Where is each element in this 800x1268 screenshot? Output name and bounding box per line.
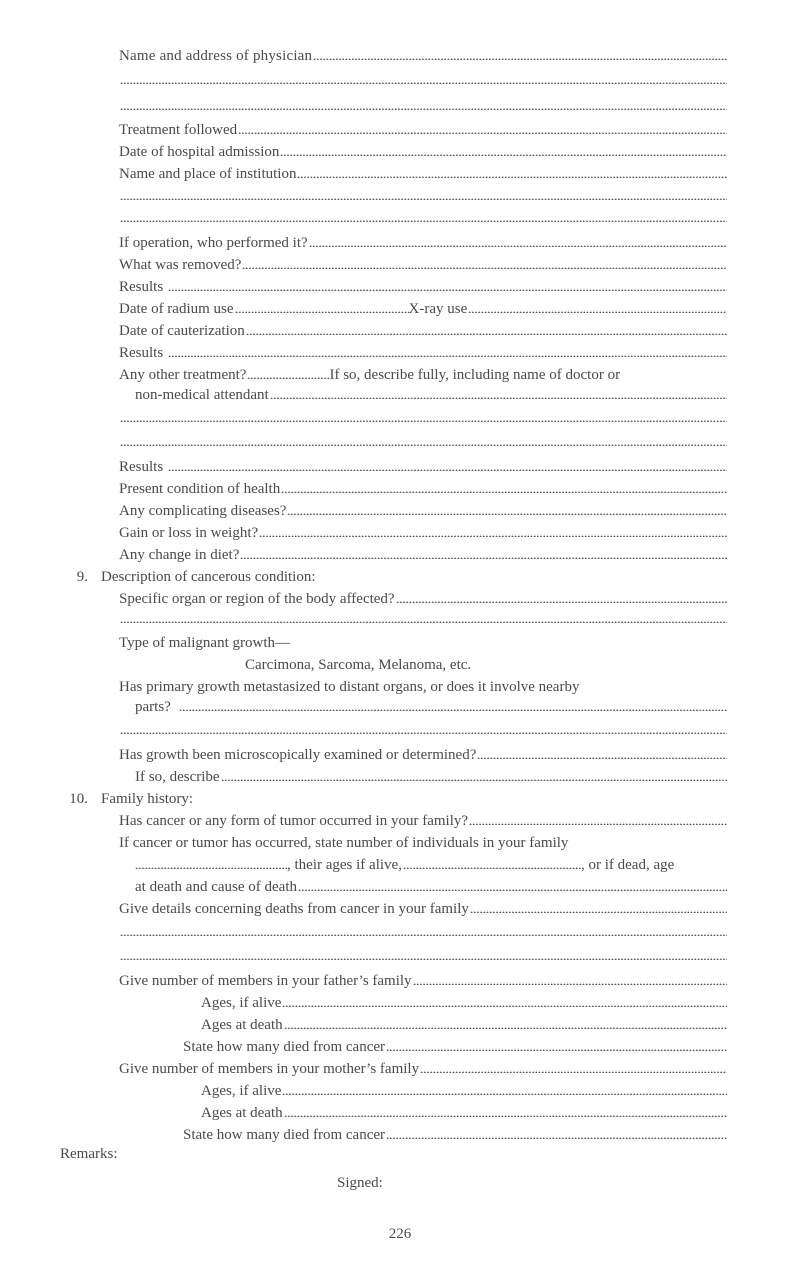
father-members-field[interactable] bbox=[119, 971, 727, 991]
cauterization-blank[interactable] bbox=[246, 323, 727, 335]
father-ages-death-label: Ages at death bbox=[201, 1017, 283, 1033]
present-condition-field[interactable] bbox=[119, 479, 727, 499]
cauterization-field[interactable] bbox=[119, 321, 727, 341]
treatment-field[interactable] bbox=[119, 120, 727, 140]
blank-line[interactable] bbox=[119, 210, 727, 230]
father-ages-death-field[interactable] bbox=[201, 1015, 727, 1035]
mother-cancer-blank[interactable] bbox=[386, 1127, 727, 1139]
results-field[interactable] bbox=[119, 457, 727, 477]
results-field[interactable] bbox=[119, 277, 727, 297]
diet-blank[interactable] bbox=[240, 547, 727, 559]
radium-field[interactable] bbox=[119, 299, 727, 319]
present-condition-blank[interactable] bbox=[281, 481, 727, 493]
blank-dots[interactable] bbox=[120, 410, 727, 422]
blank-line[interactable] bbox=[119, 722, 727, 742]
father-cancer-blank[interactable] bbox=[386, 1039, 727, 1051]
occurred-question bbox=[119, 833, 731, 853]
institution-field[interactable] bbox=[119, 164, 727, 184]
radium-blank[interactable] bbox=[235, 301, 409, 313]
weight-field[interactable] bbox=[119, 523, 727, 543]
results-label: Results bbox=[119, 345, 164, 361]
blank-line[interactable] bbox=[119, 924, 727, 944]
microscopic-blank[interactable] bbox=[477, 747, 727, 759]
treatment-label: Treatment followed bbox=[119, 122, 238, 138]
describe-label: If so, describe bbox=[135, 769, 220, 785]
father-cancer-field[interactable] bbox=[183, 1037, 727, 1057]
physician-blank[interactable] bbox=[313, 48, 727, 60]
treatment-blank[interactable] bbox=[238, 122, 727, 134]
results-field[interactable] bbox=[119, 343, 727, 363]
organ-blank[interactable] bbox=[396, 591, 727, 603]
results-label: Results bbox=[119, 459, 164, 475]
metastasized-question bbox=[119, 677, 731, 697]
blank-dots[interactable] bbox=[120, 98, 727, 110]
growth-examples-text: Carcimona, Sarcoma, Melanoma, etc. bbox=[245, 657, 472, 673]
individuals-field[interactable] bbox=[135, 855, 727, 875]
physician-label: Name and address of physician bbox=[119, 48, 313, 64]
parts-blank[interactable] bbox=[179, 699, 727, 711]
details-blank[interactable] bbox=[470, 901, 727, 913]
father-ages-death-blank[interactable] bbox=[284, 1017, 727, 1029]
death-cause-field[interactable] bbox=[135, 877, 727, 897]
tumor-label: Has cancer or any form of tumor occurred in your family? bbox=[119, 813, 469, 829]
section-10-number: 10. bbox=[69, 791, 88, 807]
diet-field[interactable] bbox=[119, 545, 727, 565]
section-9-number: 9. bbox=[76, 569, 88, 585]
blank-line[interactable] bbox=[119, 188, 727, 208]
mother-cancer-label: State how many died from cancer bbox=[183, 1127, 386, 1143]
growth-type-heading bbox=[119, 633, 727, 653]
parts-field[interactable] bbox=[135, 697, 727, 717]
tumor-field[interactable] bbox=[119, 811, 727, 831]
blank-line[interactable] bbox=[119, 410, 727, 430]
operation-blank[interactable] bbox=[309, 235, 727, 247]
mother-ages-alive-field[interactable] bbox=[201, 1081, 727, 1101]
xray-blank[interactable] bbox=[468, 301, 727, 313]
section-10-title bbox=[101, 789, 727, 809]
ages-alive-blank[interactable] bbox=[403, 857, 581, 869]
complicating-field[interactable] bbox=[119, 501, 727, 521]
father-cancer-label: State how many died from cancer bbox=[183, 1039, 386, 1055]
attendant-blank[interactable] bbox=[270, 387, 727, 399]
blank-line[interactable] bbox=[119, 72, 727, 92]
microscopic-field[interactable] bbox=[119, 745, 727, 765]
page-number: 226 bbox=[388, 1226, 412, 1242]
remarks-label bbox=[60, 1144, 260, 1164]
blank-dots[interactable] bbox=[120, 948, 727, 960]
father-ages-alive-blank[interactable] bbox=[282, 995, 727, 1007]
blank-dots[interactable] bbox=[120, 722, 727, 734]
section-10-title-text: Family history: bbox=[101, 791, 194, 807]
growth-examples bbox=[245, 655, 725, 675]
removed-label: What was removed? bbox=[119, 257, 242, 273]
present-condition-label: Present condition of health bbox=[119, 481, 281, 497]
microscopic-label: Has growth been microscopically examined or determined? bbox=[119, 747, 477, 763]
parts-label: parts? bbox=[135, 699, 171, 715]
section-9-title-text: Description of cancerous condition: bbox=[101, 569, 316, 585]
father-members-label: Give number of members in your father’s family bbox=[119, 973, 412, 989]
details-field[interactable] bbox=[119, 899, 727, 919]
blank-line[interactable] bbox=[119, 611, 727, 631]
cauterization-label: Date of cauterization bbox=[119, 323, 245, 339]
blank-line[interactable] bbox=[119, 948, 727, 968]
removed-blank[interactable] bbox=[242, 257, 727, 269]
mother-ages-death-label: Ages at death bbox=[201, 1105, 283, 1121]
complicating-blank[interactable] bbox=[287, 503, 727, 515]
mother-members-blank[interactable] bbox=[420, 1061, 727, 1073]
signed-label bbox=[337, 1173, 537, 1193]
ages-alive-label: , their ages if alive, bbox=[287, 857, 402, 873]
blank-dots[interactable] bbox=[120, 434, 727, 446]
metastasized-label: Has primary growth metastasized to distant organs, or does it involve nearby bbox=[119, 679, 580, 695]
death-cause-blank[interactable] bbox=[298, 879, 727, 891]
results-blank[interactable] bbox=[168, 279, 727, 291]
mother-members-label: Give number of members in your mother’s family bbox=[119, 1061, 420, 1077]
other-treatment-blank[interactable] bbox=[247, 367, 329, 379]
blank-dots[interactable] bbox=[120, 72, 727, 84]
blank-dots[interactable] bbox=[120, 188, 727, 200]
removed-field[interactable] bbox=[119, 255, 727, 275]
diet-label: Any change in diet? bbox=[119, 547, 240, 563]
institution-blank[interactable] bbox=[297, 166, 727, 178]
blank-dots[interactable] bbox=[120, 210, 727, 222]
or-dead-label: , or if dead, age bbox=[580, 857, 675, 873]
mother-cancer-field[interactable] bbox=[183, 1125, 727, 1145]
mother-ages-death-blank[interactable] bbox=[284, 1105, 727, 1117]
father-ages-alive-field[interactable] bbox=[201, 993, 727, 1013]
complicating-label: Any complicating diseases? bbox=[119, 503, 287, 519]
section-9-title bbox=[101, 567, 727, 587]
mother-ages-death-field[interactable] bbox=[201, 1103, 727, 1123]
results-label: Results bbox=[119, 279, 164, 295]
admission-label: Date of hospital admission bbox=[119, 144, 280, 160]
describe-field[interactable] bbox=[135, 767, 727, 787]
growth-type-label: Type of malignant growth— bbox=[119, 635, 290, 651]
admission-blank[interactable] bbox=[280, 144, 727, 156]
father-ages-alive-label: Ages, if alive bbox=[201, 995, 282, 1011]
mother-ages-alive-label: Ages, if alive bbox=[201, 1083, 282, 1099]
tumor-blank[interactable] bbox=[469, 813, 727, 825]
attendant-field[interactable] bbox=[135, 385, 727, 405]
other-treatment-label: Any other treatment? bbox=[119, 367, 247, 383]
remarks-text: Remarks: bbox=[60, 1146, 118, 1162]
details-label: Give details concerning deaths from cancer in your family bbox=[119, 901, 469, 917]
individuals-blank[interactable] bbox=[135, 857, 287, 869]
institution-label: Name and place of institution bbox=[119, 166, 297, 182]
results-blank[interactable] bbox=[168, 459, 727, 471]
attendant-label: non-medical attendant bbox=[135, 387, 269, 403]
mother-ages-alive-blank[interactable] bbox=[282, 1083, 727, 1095]
admission-field[interactable] bbox=[119, 142, 727, 162]
weight-blank[interactable] bbox=[259, 525, 727, 537]
physician-field[interactable] bbox=[119, 46, 727, 66]
organ-label: Specific organ or region of the body affected? bbox=[119, 591, 395, 607]
describe-label: If so, describe fully, including name of doctor or bbox=[329, 367, 621, 383]
signed-text: Signed: bbox=[337, 1175, 383, 1191]
operation-field[interactable] bbox=[119, 233, 727, 253]
xray-label: X-ray use bbox=[408, 301, 468, 317]
blank-line[interactable] bbox=[119, 98, 727, 118]
weight-label: Gain or loss in weight? bbox=[119, 525, 259, 541]
mother-members-field[interactable] bbox=[119, 1059, 727, 1079]
blank-dots[interactable] bbox=[120, 924, 727, 936]
organ-field[interactable] bbox=[119, 589, 727, 609]
occurred-label: If cancer or tumor has occurred, state number of individuals in your family bbox=[119, 835, 569, 851]
father-members-blank[interactable] bbox=[413, 973, 727, 985]
results-blank[interactable] bbox=[168, 345, 727, 357]
other-treatment-field[interactable] bbox=[119, 365, 727, 385]
operation-label: If operation, who performed it? bbox=[119, 235, 308, 251]
blank-line[interactable] bbox=[119, 434, 727, 454]
death-cause-label: at death and cause of death bbox=[135, 879, 298, 895]
describe-blank[interactable] bbox=[221, 769, 727, 781]
radium-label: Date of radium use bbox=[119, 301, 234, 317]
blank-dots[interactable] bbox=[120, 611, 727, 623]
